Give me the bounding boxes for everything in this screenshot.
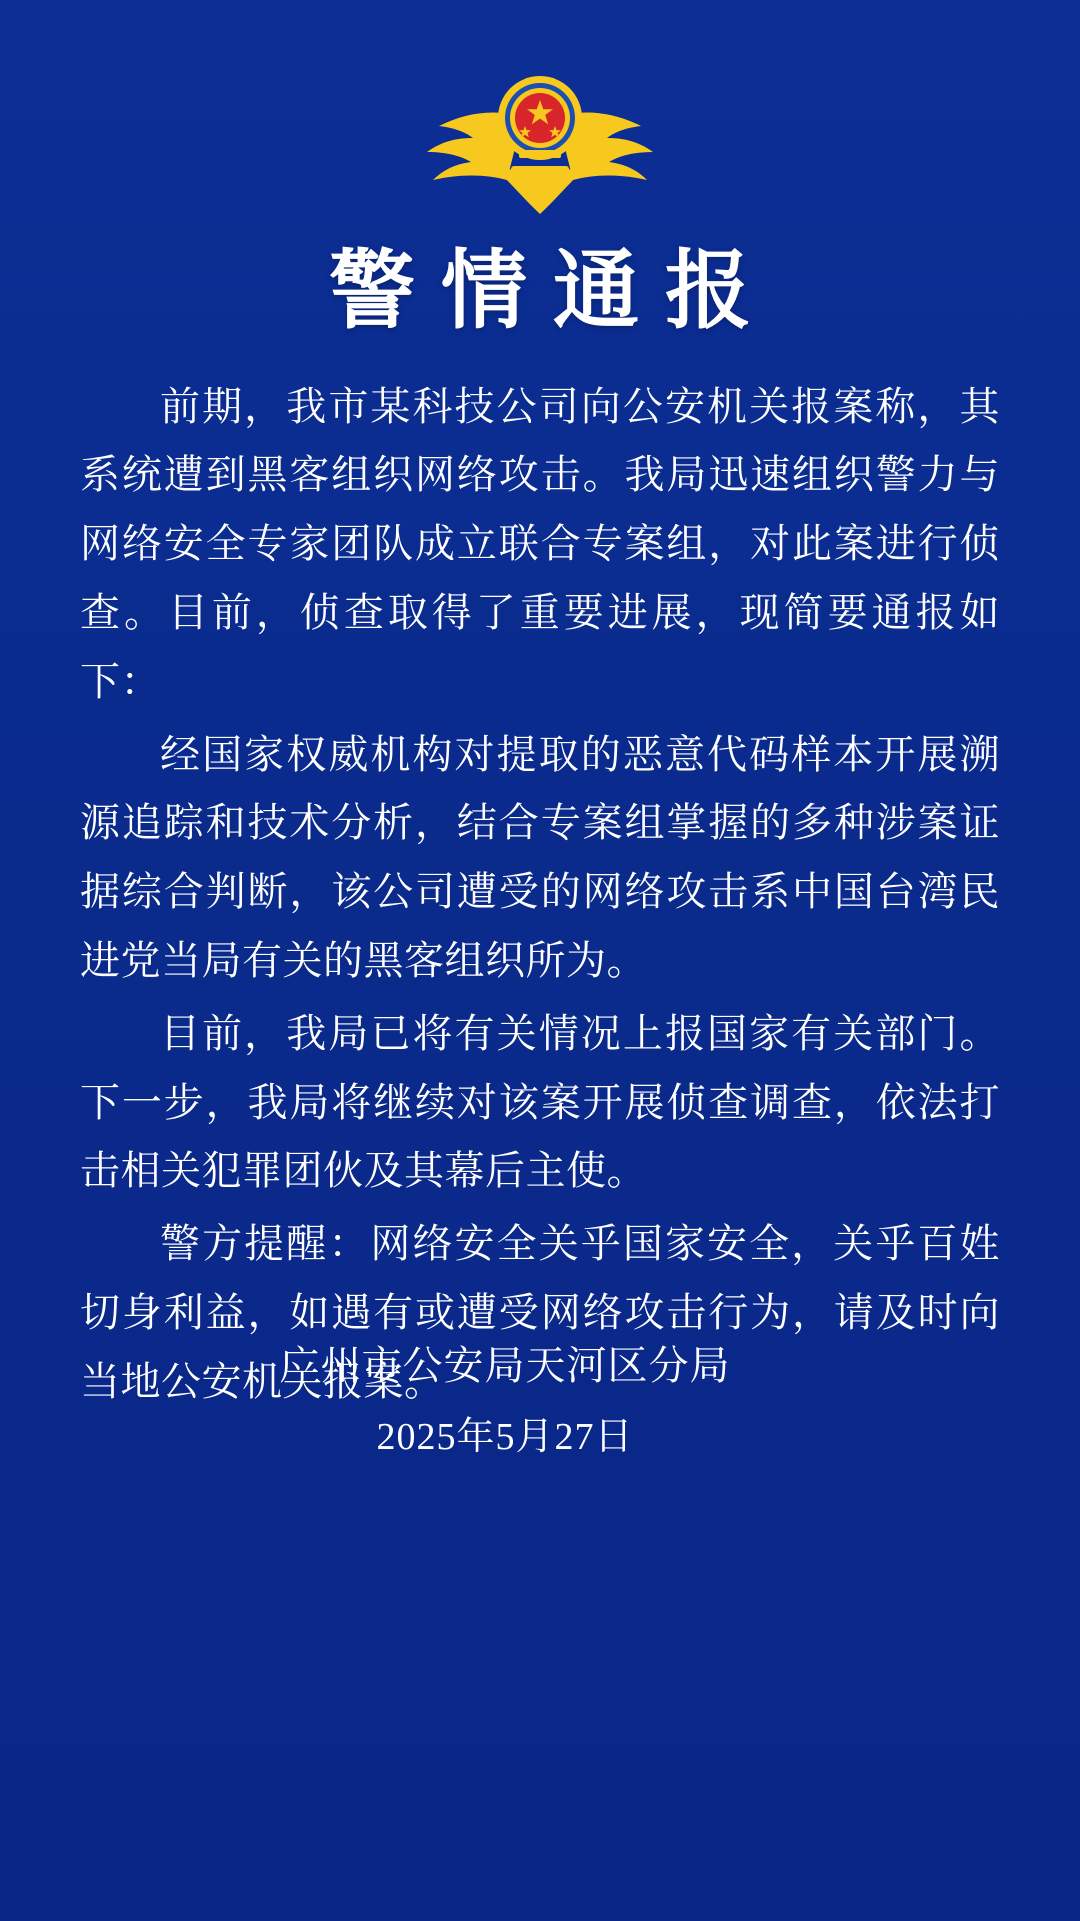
signature-block [0, 1335, 1080, 1466]
notice-body [66, 373, 1014, 1417]
notice-paragraph: 目前，我局已将有关情况上报国家有关部门。下一步，我局将继续对该案开展侦查调查，依法打击相关犯罪团伙及其幕后主使。 [80, 1010, 1000, 1194]
notice-paragraph: 前期，我市某科技公司向公安机关报案称，其系统遭到黑客组织网络攻击。我局迅速组织警力与网络安全专家团队成立联合专案组，对此案进行侦查。目前，侦查取得了重要进展，现简要通报如下： [80, 383, 1000, 704]
issuing-organization: 广州市公安局天河区分局 [279, 1343, 731, 1388]
issue-date: 2025年5月27日 [376, 1416, 634, 1458]
chinese-police-badge-icon [415, 62, 665, 222]
notice-paragraph: 警方提醒：网络安全关乎国家安全，关乎百姓切身利益，如遇有或遭受网络攻击行为，请及时向当地公安机关报案。 [80, 1221, 1000, 1404]
page-title: 警情通报 [329, 243, 777, 339]
notice-paragraph: 经国家权威机构对提取的恶意代码样本开展溯源追踪和技术分析，结合专案组掌握的多种涉案证据综合判断，该公司遭受的网络攻击系中国台湾民进党当局有关的黑客组织所为。 [80, 731, 1000, 983]
emblem-container [66, 0, 1014, 222]
